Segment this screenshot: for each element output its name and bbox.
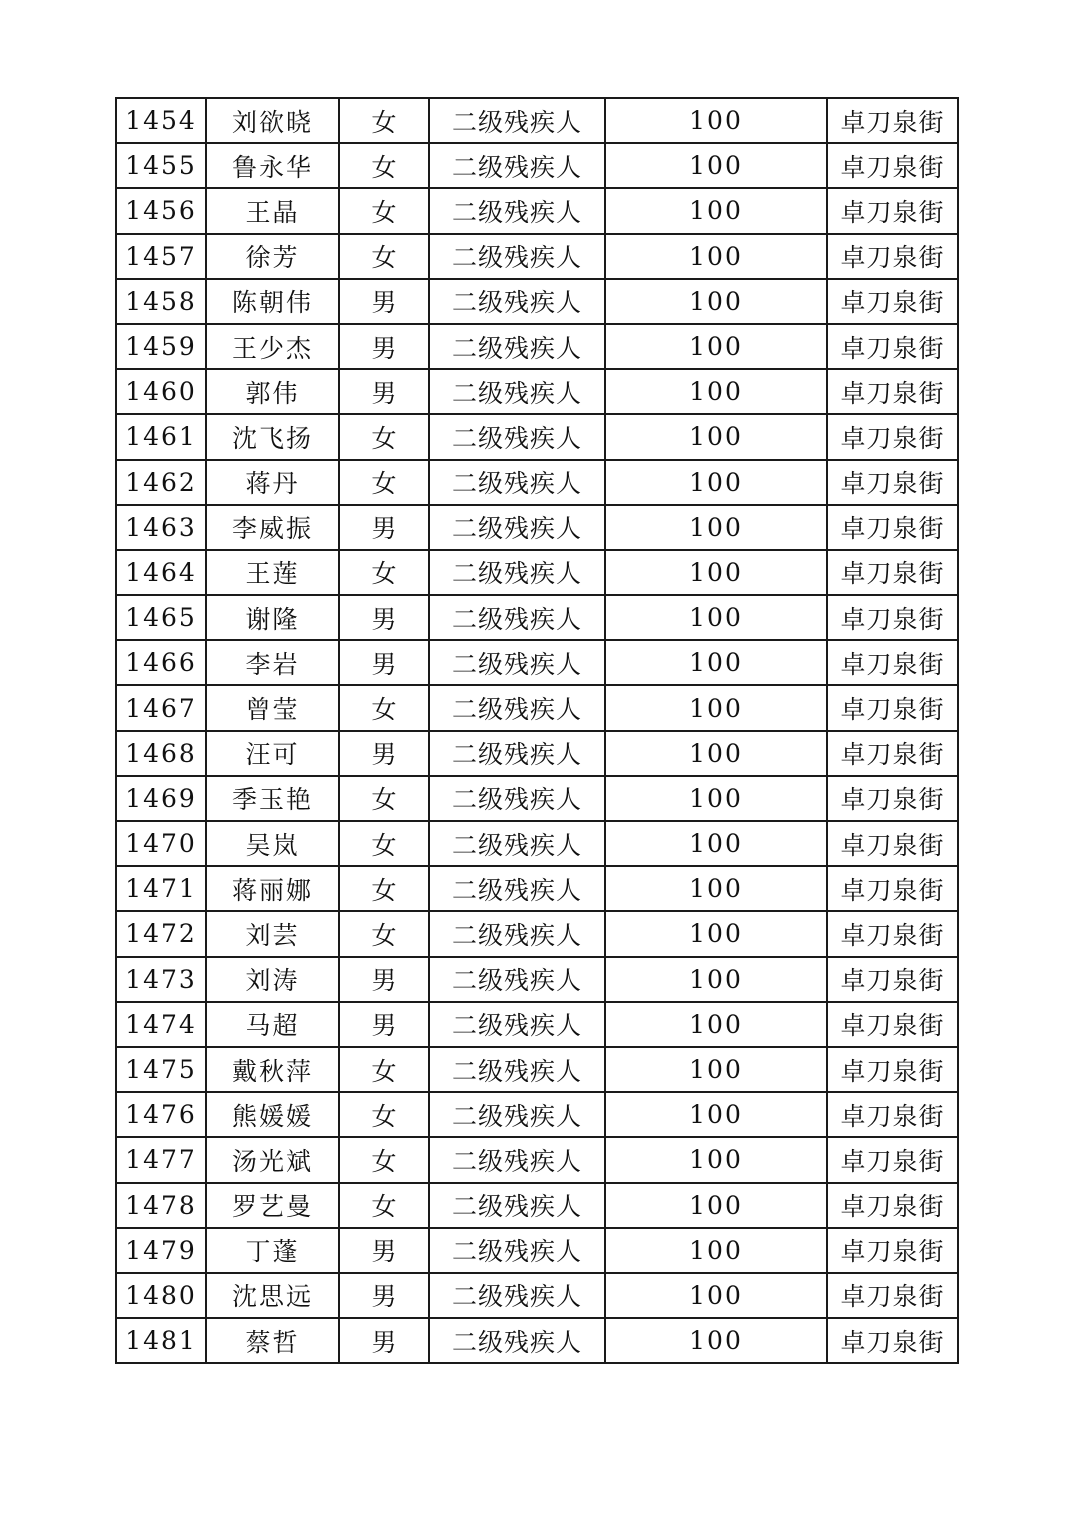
subsidy-amount-cell: 100 — [605, 731, 827, 776]
disability-level-cell: 二级残疾人 — [429, 1183, 605, 1228]
gender-cell: 女 — [339, 866, 429, 911]
disability-level-cell: 二级残疾人 — [429, 911, 605, 956]
subsidy-amount-cell: 100 — [605, 957, 827, 1002]
table-row — [116, 414, 958, 459]
street-name-cell: 卓刀泉街 — [827, 414, 958, 459]
row-number-cell: 1474 — [116, 1002, 206, 1047]
disability-level-cell: 二级残疾人 — [429, 414, 605, 459]
gender-cell: 女 — [339, 414, 429, 459]
disability-level-cell: 二级残疾人 — [429, 188, 605, 233]
subsidy-amount-cell: 100 — [605, 505, 827, 550]
disability-level-cell: 二级残疾人 — [429, 324, 605, 369]
row-number-cell: 1470 — [116, 821, 206, 866]
row-number-cell: 1458 — [116, 279, 206, 324]
gender-cell: 女 — [339, 911, 429, 956]
disability-level-cell: 二级残疾人 — [429, 505, 605, 550]
gender-cell: 女 — [339, 1183, 429, 1228]
person-name-cell: 戴秋萍 — [206, 1047, 339, 1092]
person-name-cell: 陈朝伟 — [206, 279, 339, 324]
subsidy-amount-cell: 100 — [605, 1273, 827, 1318]
subsidy-amount-cell: 100 — [605, 821, 827, 866]
table-row — [116, 776, 958, 821]
table-row — [116, 98, 958, 143]
table-row — [116, 911, 958, 956]
person-name-cell: 吴岚 — [206, 821, 339, 866]
street-name-cell: 卓刀泉街 — [827, 957, 958, 1002]
person-name-cell: 沈思远 — [206, 1273, 339, 1318]
row-number-cell: 1460 — [116, 369, 206, 414]
person-name-cell: 熊媛媛 — [206, 1092, 339, 1137]
row-number-cell: 1463 — [116, 505, 206, 550]
street-name-cell: 卓刀泉街 — [827, 369, 958, 414]
street-name-cell: 卓刀泉街 — [827, 821, 958, 866]
gender-cell: 女 — [339, 1092, 429, 1137]
disability-level-cell: 二级残疾人 — [429, 866, 605, 911]
table-row — [116, 324, 958, 369]
person-name-cell: 汤光斌 — [206, 1137, 339, 1182]
street-name-cell: 卓刀泉街 — [827, 1092, 958, 1137]
subsidy-amount-cell: 100 — [605, 1002, 827, 1047]
street-name-cell: 卓刀泉街 — [827, 324, 958, 369]
row-number-cell: 1475 — [116, 1047, 206, 1092]
table-row — [116, 188, 958, 233]
row-number-cell: 1468 — [116, 731, 206, 776]
table-row — [116, 505, 958, 550]
disability-level-cell: 二级残疾人 — [429, 1273, 605, 1318]
gender-cell: 男 — [339, 1228, 429, 1273]
table-row — [116, 550, 958, 595]
subsidy-amount-cell: 100 — [605, 143, 827, 188]
subsidy-amount-cell: 100 — [605, 1137, 827, 1182]
gender-cell: 女 — [339, 550, 429, 595]
row-number-cell: 1480 — [116, 1273, 206, 1318]
row-number-cell: 1471 — [116, 866, 206, 911]
person-name-cell: 李威振 — [206, 505, 339, 550]
disability-level-cell: 二级残疾人 — [429, 821, 605, 866]
street-name-cell: 卓刀泉街 — [827, 1228, 958, 1273]
row-number-cell: 1454 — [116, 98, 206, 143]
table-row — [116, 821, 958, 866]
disability-level-cell: 二级残疾人 — [429, 143, 605, 188]
gender-cell: 男 — [339, 1318, 429, 1363]
gender-cell: 男 — [339, 957, 429, 1002]
person-name-cell: 谢隆 — [206, 595, 339, 640]
table-row — [116, 279, 958, 324]
gender-cell: 女 — [339, 776, 429, 821]
table-row — [116, 143, 958, 188]
street-name-cell: 卓刀泉街 — [827, 98, 958, 143]
person-name-cell: 马超 — [206, 1002, 339, 1047]
row-number-cell: 1472 — [116, 911, 206, 956]
disability-level-cell: 二级残疾人 — [429, 369, 605, 414]
row-number-cell: 1479 — [116, 1228, 206, 1273]
row-number-cell: 1467 — [116, 685, 206, 730]
disability-level-cell: 二级残疾人 — [429, 98, 605, 143]
row-number-cell: 1455 — [116, 143, 206, 188]
table-row — [116, 1183, 958, 1228]
street-name-cell: 卓刀泉街 — [827, 640, 958, 685]
disability-level-cell: 二级残疾人 — [429, 1228, 605, 1273]
row-number-cell: 1481 — [116, 1318, 206, 1363]
gender-cell: 女 — [339, 821, 429, 866]
disability-level-cell: 二级残疾人 — [429, 957, 605, 1002]
street-name-cell: 卓刀泉街 — [827, 911, 958, 956]
gender-cell: 男 — [339, 1002, 429, 1047]
table-row — [116, 1092, 958, 1137]
row-number-cell: 1456 — [116, 188, 206, 233]
street-name-cell: 卓刀泉街 — [827, 505, 958, 550]
person-name-cell: 季玉艳 — [206, 776, 339, 821]
subsidy-amount-cell: 100 — [605, 1318, 827, 1363]
person-name-cell: 罗艺曼 — [206, 1183, 339, 1228]
subsidy-amount-cell: 100 — [605, 414, 827, 459]
row-number-cell: 1473 — [116, 957, 206, 1002]
disability-level-cell: 二级残疾人 — [429, 1318, 605, 1363]
disability-level-cell: 二级残疾人 — [429, 640, 605, 685]
subsidy-amount-cell: 100 — [605, 369, 827, 414]
table-row — [116, 685, 958, 730]
street-name-cell: 卓刀泉街 — [827, 1047, 958, 1092]
street-name-cell: 卓刀泉街 — [827, 188, 958, 233]
subsidy-amount-cell: 100 — [605, 188, 827, 233]
row-number-cell: 1466 — [116, 640, 206, 685]
person-name-cell: 蔡哲 — [206, 1318, 339, 1363]
disability-level-cell: 二级残疾人 — [429, 1092, 605, 1137]
gender-cell: 男 — [339, 595, 429, 640]
row-number-cell: 1465 — [116, 595, 206, 640]
subsidy-amount-cell: 100 — [605, 1092, 827, 1137]
table-row — [116, 1273, 958, 1318]
street-name-cell: 卓刀泉街 — [827, 1318, 958, 1363]
row-number-cell: 1469 — [116, 776, 206, 821]
disability-level-cell: 二级残疾人 — [429, 460, 605, 505]
roster-table — [115, 97, 959, 1364]
table-row — [116, 866, 958, 911]
disability-level-cell: 二级残疾人 — [429, 279, 605, 324]
person-name-cell: 蒋丽娜 — [206, 866, 339, 911]
street-name-cell: 卓刀泉街 — [827, 595, 958, 640]
table-row — [116, 595, 958, 640]
person-name-cell: 王莲 — [206, 550, 339, 595]
street-name-cell: 卓刀泉街 — [827, 1183, 958, 1228]
subsidy-amount-cell: 100 — [605, 866, 827, 911]
person-name-cell: 徐芳 — [206, 234, 339, 279]
subsidy-amount-cell: 100 — [605, 640, 827, 685]
person-name-cell: 郭伟 — [206, 369, 339, 414]
disability-level-cell: 二级残疾人 — [429, 234, 605, 279]
subsidy-amount-cell: 100 — [605, 776, 827, 821]
disability-level-cell: 二级残疾人 — [429, 731, 605, 776]
table-row — [116, 460, 958, 505]
person-name-cell: 曾莹 — [206, 685, 339, 730]
subsidy-amount-cell: 100 — [605, 460, 827, 505]
gender-cell: 男 — [339, 324, 429, 369]
street-name-cell: 卓刀泉街 — [827, 1137, 958, 1182]
street-name-cell: 卓刀泉街 — [827, 685, 958, 730]
person-name-cell: 沈飞扬 — [206, 414, 339, 459]
gender-cell: 女 — [339, 1137, 429, 1182]
person-name-cell: 刘欲晓 — [206, 98, 339, 143]
disability-level-cell: 二级残疾人 — [429, 1047, 605, 1092]
row-number-cell: 1478 — [116, 1183, 206, 1228]
gender-cell: 女 — [339, 234, 429, 279]
row-number-cell: 1462 — [116, 460, 206, 505]
row-number-cell: 1459 — [116, 324, 206, 369]
subsidy-amount-cell: 100 — [605, 685, 827, 730]
street-name-cell: 卓刀泉街 — [827, 279, 958, 324]
street-name-cell: 卓刀泉街 — [827, 776, 958, 821]
table-row — [116, 234, 958, 279]
table-row — [116, 1137, 958, 1182]
gender-cell: 女 — [339, 188, 429, 233]
person-name-cell: 鲁永华 — [206, 143, 339, 188]
person-name-cell: 蒋丹 — [206, 460, 339, 505]
subsidy-amount-cell: 100 — [605, 98, 827, 143]
gender-cell: 男 — [339, 1273, 429, 1318]
row-number-cell: 1477 — [116, 1137, 206, 1182]
disability-level-cell: 二级残疾人 — [429, 550, 605, 595]
gender-cell: 女 — [339, 143, 429, 188]
disability-level-cell: 二级残疾人 — [429, 1002, 605, 1047]
street-name-cell: 卓刀泉街 — [827, 460, 958, 505]
gender-cell: 女 — [339, 1047, 429, 1092]
gender-cell: 男 — [339, 731, 429, 776]
gender-cell: 男 — [339, 640, 429, 685]
table-row — [116, 1002, 958, 1047]
table-row — [116, 640, 958, 685]
roster-table-body — [116, 98, 958, 1363]
disability-level-cell: 二级残疾人 — [429, 595, 605, 640]
table-row — [116, 731, 958, 776]
subsidy-amount-cell: 100 — [605, 324, 827, 369]
person-name-cell: 李岩 — [206, 640, 339, 685]
gender-cell: 男 — [339, 279, 429, 324]
subsidy-amount-cell: 100 — [605, 279, 827, 324]
person-name-cell: 丁蓬 — [206, 1228, 339, 1273]
subsidy-amount-cell: 100 — [605, 595, 827, 640]
gender-cell: 女 — [339, 685, 429, 730]
disability-level-cell: 二级残疾人 — [429, 776, 605, 821]
person-name-cell: 王少杰 — [206, 324, 339, 369]
row-number-cell: 1464 — [116, 550, 206, 595]
subsidy-amount-cell: 100 — [605, 911, 827, 956]
table-row — [116, 1047, 958, 1092]
gender-cell: 男 — [339, 505, 429, 550]
street-name-cell: 卓刀泉街 — [827, 143, 958, 188]
person-name-cell: 汪可 — [206, 731, 339, 776]
table-row — [116, 1228, 958, 1273]
table-row — [116, 369, 958, 414]
subsidy-amount-cell: 100 — [605, 1047, 827, 1092]
subsidy-amount-cell: 100 — [605, 1183, 827, 1228]
gender-cell: 女 — [339, 98, 429, 143]
row-number-cell: 1457 — [116, 234, 206, 279]
subsidy-amount-cell: 100 — [605, 1228, 827, 1273]
street-name-cell: 卓刀泉街 — [827, 1273, 958, 1318]
person-name-cell: 刘涛 — [206, 957, 339, 1002]
disability-level-cell: 二级残疾人 — [429, 1137, 605, 1182]
street-name-cell: 卓刀泉街 — [827, 731, 958, 776]
row-number-cell: 1461 — [116, 414, 206, 459]
person-name-cell: 王晶 — [206, 188, 339, 233]
gender-cell: 男 — [339, 369, 429, 414]
table-row — [116, 957, 958, 1002]
table-row — [116, 1318, 958, 1363]
subsidy-amount-cell: 100 — [605, 234, 827, 279]
person-name-cell: 刘芸 — [206, 911, 339, 956]
disability-level-cell: 二级残疾人 — [429, 685, 605, 730]
street-name-cell: 卓刀泉街 — [827, 1002, 958, 1047]
street-name-cell: 卓刀泉街 — [827, 550, 958, 595]
subsidy-amount-cell: 100 — [605, 550, 827, 595]
street-name-cell: 卓刀泉街 — [827, 866, 958, 911]
gender-cell: 女 — [339, 460, 429, 505]
row-number-cell: 1476 — [116, 1092, 206, 1137]
street-name-cell: 卓刀泉街 — [827, 234, 958, 279]
